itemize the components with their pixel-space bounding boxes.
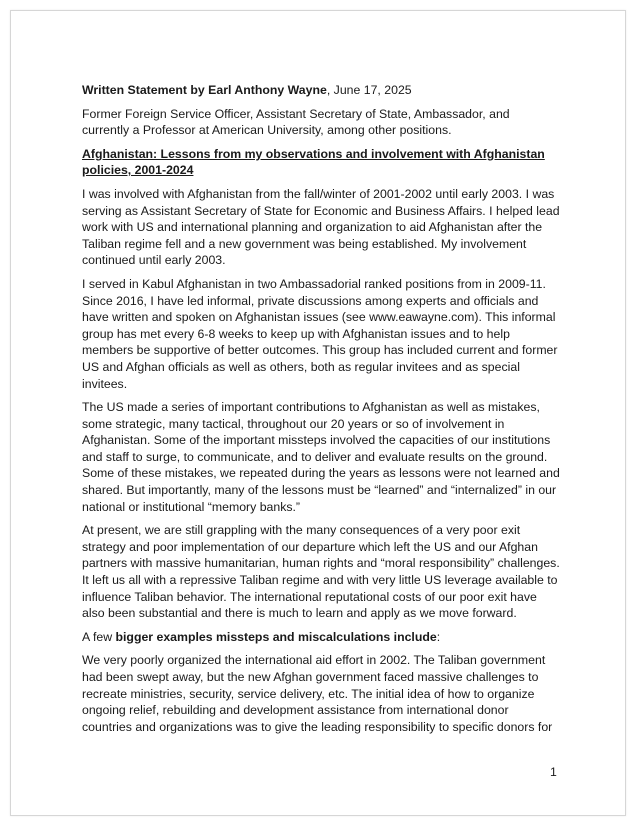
section-heading: Afghanistan: Lessons from my observations and involvement with Afghanistan policies, 2001-2024 — [82, 146, 545, 178]
paragraph-kabul-service: I served in Kabul Afghanistan in two Ambassadorial ranked positions from in 2009-11. Since 2016, I have led informal, private discussions among experts and officials and have written and spoken on Afghanistan issues (see www.eawayne.com). This informal group has met every 6-8 weeks to keep up with Afghanistan issues and to help members be supportive of better outcomes. This group has included current and former US and Afghan officials as well as others, both as regular invitees and as special invitees. — [82, 276, 558, 391]
statement-title — [82, 82, 560, 99]
paragraph-involvement-2001: I was involved with Afghanistan from the fall/winter of 2001-2002 until early 2003. I was serving as Assistant Secretary of State for Economic and Business Affairs. I helped lead work with US and international planning and organization to aid Afghanistan after the Taliban regime fell and a new government was being established. My involvement continued until early 2003. — [82, 186, 560, 268]
statement-title-author: Written Statement by Earl Anthony Wayne — [82, 83, 327, 97]
author-affiliation: Former Foreign Service Officer, Assistant Secretary of State, Ambassador, and currently a Professor at American University, among other positions. — [82, 106, 510, 138]
examples-intro — [82, 629, 560, 646]
paragraph-exit-consequences: At present, we are still grappling with the many consequences of a very poor exit strategy and poor implementation of our departure which left the US and our Afghan partners with massive humanitarian, human rights and “moral responsibility” challenges. It left us all with a repressive Taliban regime and with very little US leverage available to influence Taliban behavior. The international reputational costs of our poor exit have also been substantial and there is much to learn and apply as we move forward. — [82, 523, 560, 621]
document-body — [82, 82, 560, 742]
page-number: 1 — [550, 765, 557, 779]
paragraph-aid-effort-2002: We very poorly organized the international aid effort in 2002. The Taliban government had been swept away, but the new Afghan government faced massive challenges to recreate ministries, security, service delivery, etc. The initial idea of how to organize ongoing relief, rebuilding and development assistance from international donor countries and organizations was to give the leading responsibility to specific donors for — [82, 653, 553, 734]
examples-intro-colon: : — [436, 629, 441, 644]
statement-title-date: , June 17, 2025 — [326, 83, 412, 97]
document-page — [10, 10, 626, 816]
paragraph-us-contributions: The US made a series of important contributions to Afghanistan as well as mistakes, some strategic, many tactical, throughout our 20 years or so of involvement in Afghanistan. Some of the important missteps involved the capacities of our institutions and staff to surge, to communicate, and to deliver and evaluate results on the ground. Some of these mistakes, we repeated during the years as lessons were not learned and shared. But importantly, many of the lessons must be “learned” and “internalized” in our national or institutional “memory banks.” — [82, 400, 560, 514]
examples-intro-emphasis: bigger examples missteps and miscalculations include — [115, 629, 437, 644]
examples-intro-lead: A few — [82, 629, 116, 644]
